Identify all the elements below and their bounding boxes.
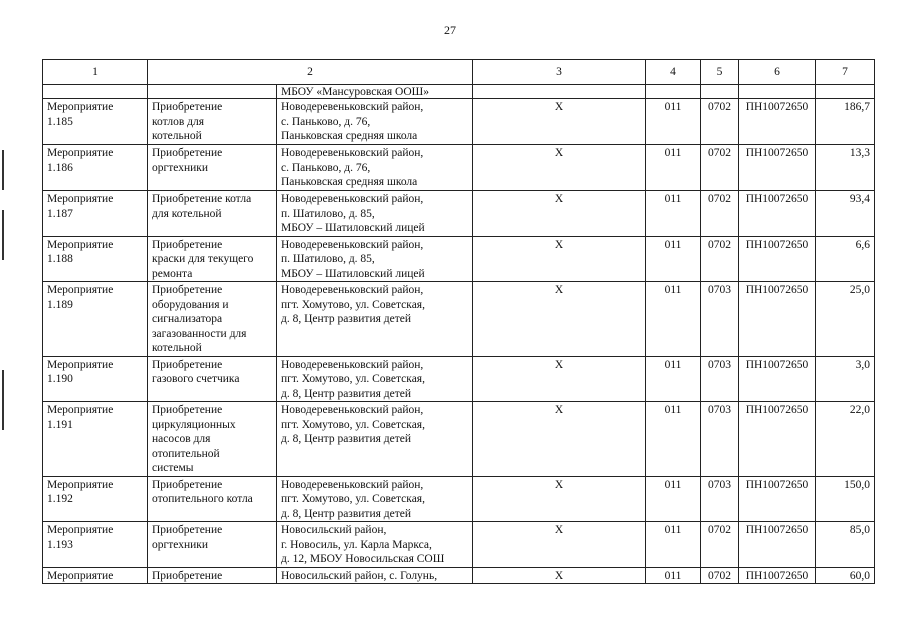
measure-id: Мероприятие 1.193 (43, 522, 148, 568)
cell-col5: 0703 (701, 476, 739, 522)
measure-address: Новодеревеньковский район, пгт. Хомутово, ул. Советская, д. 8, Центр развития детей (277, 402, 473, 477)
cell-col6: ПН10072650 (739, 402, 816, 477)
cell-col3: X (473, 191, 646, 237)
measure-name: Приобретение (148, 567, 277, 584)
cell-col6: ПН10072650 (739, 476, 816, 522)
cell-col6: ПН10072650 (739, 567, 816, 584)
continuation-text: МБОУ «Мансуровская ООШ» (277, 85, 473, 99)
table-row (43, 522, 875, 568)
cell-col3: X (473, 522, 646, 568)
scan-edge-artifact (2, 370, 4, 430)
cell-col3: X (473, 282, 646, 357)
cell-col5: 0702 (701, 191, 739, 237)
cell-col6: ПН10072650 (739, 145, 816, 191)
measure-name: Приобретение котлов для котельной (148, 99, 277, 145)
cell-col6: ПН10072650 (739, 356, 816, 402)
cell-amount: 3,0 (816, 356, 875, 402)
measure-id: Мероприятие 1.192 (43, 476, 148, 522)
cell-col5: 0702 (701, 236, 739, 282)
cell-col3: X (473, 236, 646, 282)
measure-address: Новодеревеньковский район, с. Паньково, д. 76, Паньковская средняя школа (277, 145, 473, 191)
measure-address: Новодеревеньковский район, пгт. Хомутово, ул. Советская, д. 8, Центр развития детей (277, 476, 473, 522)
table-row (43, 191, 875, 237)
measure-id: Мероприятие (43, 567, 148, 584)
measure-id: Мероприятие 1.187 (43, 191, 148, 237)
cell-col5: 0702 (701, 145, 739, 191)
header-row (43, 60, 875, 85)
column-header: 6 (739, 60, 816, 85)
cell-amount: 6,6 (816, 236, 875, 282)
measure-name: Приобретение отопительного котла (148, 476, 277, 522)
cell-amount: 150,0 (816, 476, 875, 522)
table-row (43, 402, 875, 477)
page-number: 27 (444, 23, 456, 37)
table-row (43, 99, 875, 145)
cell-col5: 0703 (701, 282, 739, 357)
column-header: 5 (701, 60, 739, 85)
column-header: 3 (473, 60, 646, 85)
table-row (43, 236, 875, 282)
cell-col6: ПН10072650 (739, 236, 816, 282)
table-row (43, 356, 875, 402)
cell-col4: 011 (646, 236, 701, 282)
cell-col5: 0702 (701, 522, 739, 568)
column-header: 4 (646, 60, 701, 85)
measure-id: Мероприятие 1.191 (43, 402, 148, 477)
cell-col3: X (473, 99, 646, 145)
cell-col6: ПН10072650 (739, 282, 816, 357)
table-row (43, 476, 875, 522)
continuation-row (43, 85, 875, 99)
cell-col6: ПН10072650 (739, 191, 816, 237)
measure-id: Мероприятие 1.189 (43, 282, 148, 357)
measure-address: Новосильский район, г. Новосиль, ул. Карла Маркса, д. 12, МБОУ Новосильская СОШ (277, 522, 473, 568)
table-row (43, 282, 875, 357)
measure-address: Новодеревеньковский район, п. Шатилово, д. 85, МБОУ – Шатиловский лицей (277, 236, 473, 282)
cell-col5: 0703 (701, 356, 739, 402)
measure-address: Новодеревеньковский район, п. Шатилово, д. 85, МБОУ – Шатиловский лицей (277, 191, 473, 237)
cell-col4: 011 (646, 567, 701, 584)
cell-amount: 13,3 (816, 145, 875, 191)
cell-amount: 186,7 (816, 99, 875, 145)
measure-address: Новодеревеньковский район, пгт. Хомутово, ул. Советская, д. 8, Центр развития детей (277, 356, 473, 402)
measure-name: Приобретение оборудования и сигнализатора загазованности для котельной (148, 282, 277, 357)
cell-col4: 011 (646, 476, 701, 522)
measure-address: Новодеревеньковский район, пгт. Хомутово, ул. Советская, д. 8, Центр развития детей (277, 282, 473, 357)
cell-col4: 011 (646, 356, 701, 402)
table-row (43, 145, 875, 191)
cell-col4: 011 (646, 191, 701, 237)
cell-amount: 85,0 (816, 522, 875, 568)
cell-col6: ПН10072650 (739, 99, 816, 145)
budget-table (42, 59, 875, 584)
cell-col4: 011 (646, 145, 701, 191)
cell-amount: 22,0 (816, 402, 875, 477)
cell-col3: X (473, 402, 646, 477)
cell-col4: 011 (646, 282, 701, 357)
measure-name: Приобретение котла для котельной (148, 191, 277, 237)
measure-name: Приобретение оргтехники (148, 145, 277, 191)
measure-name: Приобретение краски для текущего ремонта (148, 236, 277, 282)
column-header: 7 (816, 60, 875, 85)
cell-col3: X (473, 567, 646, 584)
measure-address: Новодеревеньковский район, с. Паньково, д. 76, Паньковская средняя школа (277, 99, 473, 145)
measure-id: Мероприятие 1.188 (43, 236, 148, 282)
cell-col5: 0702 (701, 99, 739, 145)
measure-id: Мероприятие 1.190 (43, 356, 148, 402)
cell-col4: 011 (646, 99, 701, 145)
cell-col4: 011 (646, 522, 701, 568)
measure-name: Приобретение газового счетчика (148, 356, 277, 402)
scan-edge-artifact (2, 150, 4, 190)
cell-col5: 0703 (701, 402, 739, 477)
cell-amount: 60,0 (816, 567, 875, 584)
column-header: 1 (43, 60, 148, 85)
cell-col3: X (473, 145, 646, 191)
scan-edge-artifact (2, 210, 4, 260)
measure-id: Мероприятие 1.186 (43, 145, 148, 191)
cell-col6: ПН10072650 (739, 522, 816, 568)
cell-col3: X (473, 476, 646, 522)
cell-amount: 25,0 (816, 282, 875, 357)
cell-col5: 0702 (701, 567, 739, 584)
table-row (43, 567, 875, 584)
column-header: 2 (148, 60, 473, 85)
measure-name: Приобретение оргтехники (148, 522, 277, 568)
cell-col4: 011 (646, 402, 701, 477)
measure-id: Мероприятие 1.185 (43, 99, 148, 145)
measure-address: Новосильский район, с. Голунь, (277, 567, 473, 584)
measure-name: Приобретение циркуляционных насосов для отопительной системы (148, 402, 277, 477)
cell-amount: 93,4 (816, 191, 875, 237)
cell-col3: X (473, 356, 646, 402)
